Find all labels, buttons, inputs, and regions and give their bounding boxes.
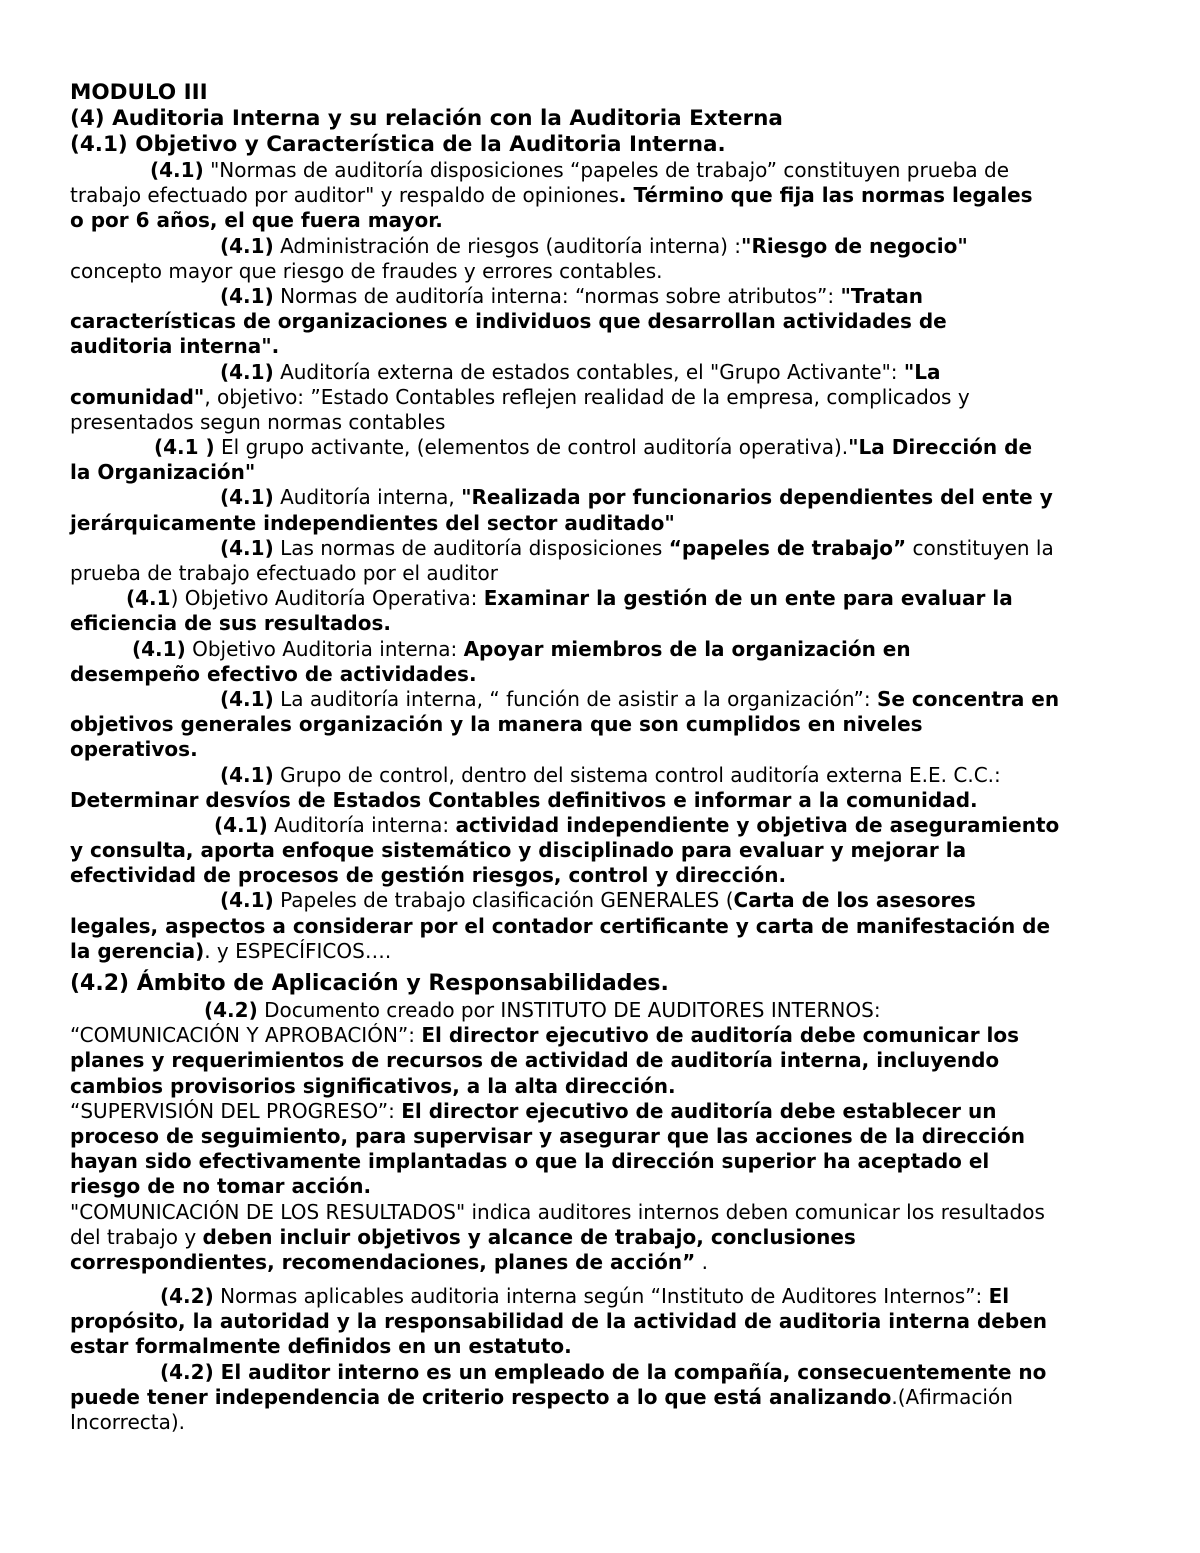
section-4-2-body [70, 998, 1132, 1275]
text-line [70, 586, 1132, 611]
text-line [70, 1225, 1132, 1250]
text-line [70, 360, 1132, 385]
bold-text-segment: (4.1) [132, 636, 186, 661]
bold-text-segment: Apoyar miembros de la organización en [463, 636, 911, 661]
text-line [70, 1385, 1132, 1410]
text-segment: . y ESPECÍFICOS…. [204, 938, 392, 963]
text-segment: "Normas de auditoría disposiciones “papeles de trabajo” constituyen prueba de [203, 158, 1010, 182]
text-line [70, 712, 1132, 737]
section-heading-4-2: (4.2) Ámbito de Aplicación y Responsabilidades. [70, 971, 669, 996]
text-line [70, 561, 1132, 586]
text-segment: . [695, 1249, 708, 1274]
bold-text-segment: características de organizaciones e individuos que desarrollan actividades de [70, 309, 947, 334]
document-page [70, 80, 1132, 1435]
bold-text-segment: riesgo de no tomar acción. [70, 1174, 372, 1199]
bold-text-segment: El director ejecutivo de auditoría debe establecer un [401, 1098, 997, 1123]
bold-text-segment: comunidad" [70, 384, 205, 409]
text-line [70, 1023, 1132, 1048]
bold-text-segment: (4.1) [220, 233, 274, 258]
text-line [70, 611, 1132, 636]
text-line [70, 284, 1132, 309]
module-title: MODULO III [70, 80, 208, 105]
bold-text-segment: puede tener independencia de criterio respecto a lo que está analizando [70, 1384, 892, 1409]
bold-text-segment: (4.1 ) [154, 435, 215, 460]
text-segment: Incorrecta). [70, 1410, 186, 1434]
bold-text-segment: (4.1) [150, 158, 204, 182]
text-line [70, 687, 1132, 712]
bold-text-segment: (4.1) [220, 359, 274, 384]
section-4-1-body [70, 158, 1132, 964]
text-segment: Auditoría interna, [273, 485, 462, 510]
bold-text-segment: (4.1) [220, 535, 274, 560]
bold-text-segment: operativos. [70, 737, 198, 762]
bold-text-segment: estar formalmente definidos en un estatuto. [70, 1334, 572, 1359]
section-heading-4-1: (4.1) Objetivo y Característica de la Auditoria Interna. [70, 132, 726, 157]
text-segment: La auditoría interna, “ función de asistir a la organización”: [273, 686, 877, 711]
text-line [70, 737, 1132, 762]
bold-text-segment: "La Dirección de [848, 435, 1033, 460]
text-line [70, 435, 1132, 460]
text-line [70, 410, 1132, 435]
text-line [70, 158, 1132, 183]
text-line [70, 939, 1132, 964]
bold-text-segment: "Realizada por funcionarios dependientes del ente y [461, 485, 1053, 510]
text-line [70, 1334, 1132, 1359]
text-segment: ) Objetivo Auditoría Operativa: [170, 586, 484, 611]
bold-text-segment: actividad independiente y objetiva de aseguramiento [455, 812, 1060, 837]
text-line [70, 1099, 1132, 1124]
text-line [70, 763, 1132, 788]
bold-text-segment: (4.2) El auditor interno es un empleado de la compañía, consecuentemente no [160, 1359, 1047, 1384]
bold-text-segment: El [988, 1284, 1010, 1309]
text-segment: Auditoría externa de estados contables, el "Grupo Activante": [273, 359, 904, 384]
bold-text-segment: la gerencia) [70, 938, 205, 963]
text-segment: El grupo activante, (elementos de control auditoría operativa). [214, 435, 849, 460]
bold-text-segment: (4.1) [220, 686, 274, 711]
text-line [70, 309, 1132, 334]
text-line [70, 259, 1132, 284]
text-segment: Administración de riesgos (auditoría interna) : [273, 233, 742, 258]
bold-text-segment: hayan sido efectivamente implantadas o que la dirección superior ha aceptado el [70, 1149, 990, 1174]
text-line [70, 1360, 1132, 1385]
text-segment: Normas de auditoría interna: “normas sobre atributos”: [273, 283, 841, 308]
text-line [70, 485, 1132, 510]
text-line [70, 511, 1132, 536]
text-segment: Normas aplicables auditoria interna según “Instituto de Auditores Internos”: [213, 1284, 989, 1309]
bold-text-segment: y consulta, aporta enfoque sistemático y disciplinado para evaluar y mejorar la [70, 838, 967, 863]
text-line [70, 788, 1132, 813]
text-line [70, 914, 1132, 939]
bold-text-segment: propósito, la autoridad y la responsabilidad de la actividad de auditoria interna deben [70, 1309, 1047, 1334]
text-segment: prueba de trabajo efectuado por el auditor [70, 561, 498, 585]
bold-text-segment: o por 6 años, el que fuera mayor. [70, 208, 443, 233]
bold-text-segment: Se concentra en [876, 686, 1060, 711]
text-segment: “SUPERVISIÓN DEL PROGRESO”: [70, 1098, 402, 1123]
text-line [70, 863, 1132, 888]
text-line [70, 1410, 1132, 1435]
text-line [70, 334, 1132, 359]
text-segment: “COMUNICACIÓN Y APROBACIÓN”: [70, 1023, 422, 1048]
bold-text-segment: proceso de seguimiento, para supervisar y asegurar que las acciones de la dirección [70, 1123, 1025, 1148]
bold-text-segment: (4.1 [126, 586, 171, 611]
text-line [70, 460, 1132, 485]
text-segment: concepto mayor que riesgo de fraudes y errores contables. [70, 258, 663, 283]
bold-text-segment: Determinar desvíos de Estados Contables definitivos e informar a la comunidad. [70, 787, 978, 812]
text-line [70, 838, 1132, 863]
text-segment: trabajo efectuado por auditor" y respaldo de opiniones [70, 183, 619, 208]
text-line [70, 1174, 1132, 1199]
text-line [70, 1149, 1132, 1174]
text-line [70, 1309, 1132, 1334]
bold-text-segment: la Organización" [70, 460, 256, 485]
text-line [70, 813, 1132, 838]
bold-text-segment: correspondientes, recomendaciones, planes de acción” [70, 1249, 696, 1274]
text-line [70, 208, 1132, 233]
text-line [70, 1200, 1132, 1225]
bold-text-segment: "La [903, 359, 941, 384]
bold-text-segment: "Riesgo de negocio" [741, 233, 968, 258]
text-line [70, 888, 1132, 913]
text-line [70, 662, 1132, 687]
text-line [70, 234, 1132, 259]
text-segment: Las normas de auditoría disposiciones [273, 535, 669, 560]
bold-text-segment: . Término que fija las normas legales [618, 183, 1033, 208]
bold-text-segment: "Tratan [840, 283, 924, 308]
text-segment: .(Afirmación [891, 1384, 1013, 1409]
bold-text-segment: (4.1) [220, 283, 274, 308]
bold-text-segment: “papeles de trabajo” [668, 535, 907, 560]
bold-text-segment: auditoria interna". [70, 334, 280, 359]
text-segment: , objetivo: ”Estado Contables reflejen realidad de la empresa, complicados y [204, 384, 970, 409]
text-line [70, 1124, 1132, 1149]
section-4-2-notes [70, 1284, 1132, 1435]
bold-text-segment: planes y requerimientos de recursos de actividad de auditoría interna, incluyendo [70, 1048, 1000, 1073]
text-segment: Papeles de trabajo clasificación GENERALES ( [273, 888, 734, 913]
text-line [70, 1048, 1132, 1073]
bold-text-segment: eficiencia de sus resultados. [70, 611, 391, 636]
bold-text-segment: El director ejecutivo de auditoría debe comunicar los [421, 1023, 1020, 1048]
bold-text-segment: (4.1) [220, 762, 274, 787]
bold-text-segment: jerárquicamente independientes del sector auditado" [70, 510, 675, 535]
text-segment: Objetivo Auditoria interna: [185, 636, 464, 661]
bold-text-segment: (4.2) [160, 1284, 214, 1309]
section-heading-4: (4) Auditoria Interna y su relación con la Auditoria Externa [70, 106, 783, 131]
text-segment: Auditoría interna: [267, 812, 456, 837]
text-segment: presentados segun normas contables [70, 409, 446, 434]
text-segment: constituyen la [906, 535, 1054, 560]
bold-text-segment: legales, aspectos a considerar por el contador certificante y carta de manifestación de [70, 913, 1051, 938]
bold-text-segment: cambios provisorios significativos, a la alta dirección. [70, 1073, 676, 1098]
bold-text-segment: Carta de los asesores [733, 888, 976, 913]
text-line [70, 385, 1132, 410]
bold-text-segment: efectividad de procesos de gestión riesgos, control y dirección. [70, 863, 787, 888]
text-segment: Documento creado por INSTITUTO DE AUDITORES INTERNOS: [257, 998, 881, 1022]
text-line [70, 1250, 1132, 1275]
bold-text-segment: (4.1) [214, 812, 268, 837]
bold-text-segment: (4.2) [204, 998, 258, 1022]
bold-text-segment: deben incluir objetivos y alcance de trabajo, conclusiones [202, 1224, 856, 1249]
text-segment: del trabajo y [70, 1224, 203, 1249]
text-line [70, 1074, 1132, 1099]
bold-text-segment: objetivos generales organización y la manera que son cumplidos en niveles [70, 712, 923, 737]
text-segment: Grupo de control, dentro del sistema control auditoría externa E.E. C.C.: [273, 762, 1001, 787]
text-line [70, 1284, 1132, 1309]
bold-text-segment: (4.1) [220, 485, 274, 510]
text-line [70, 536, 1132, 561]
bold-text-segment: (4.1) [220, 888, 274, 913]
text-line [70, 998, 1132, 1023]
text-line [70, 637, 1132, 662]
bold-text-segment: desempeño efectivo de actividades. [70, 661, 477, 686]
text-line [70, 183, 1132, 208]
bold-text-segment: Examinar la gestión de un ente para evaluar la [483, 586, 1013, 611]
text-segment: "COMUNICACIÓN DE LOS RESULTADOS" indica auditores internos deben comunicar los resultados [70, 1199, 1045, 1224]
